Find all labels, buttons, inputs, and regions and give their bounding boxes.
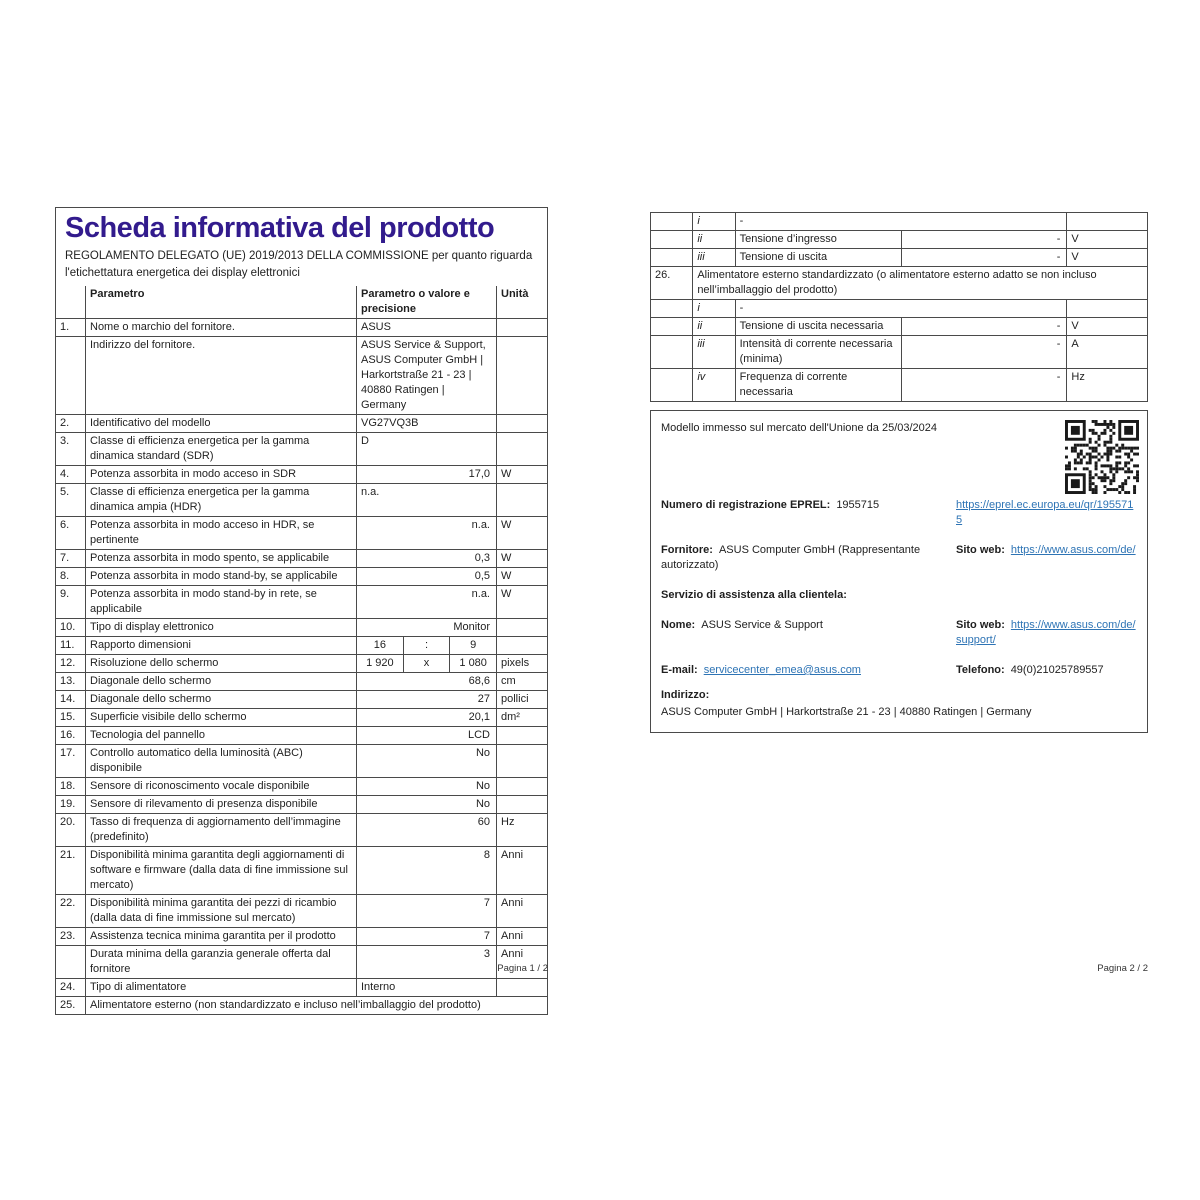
cell-row-number: 17. (56, 745, 86, 778)
cell-row-number: 3. (56, 433, 86, 466)
cell-value: 3 (357, 946, 497, 979)
cell-param: Disponibilità minima garantita dei pezzi di ricambio (dalla data di fine immissione sul mercato) (86, 895, 357, 928)
table-row (56, 814, 547, 847)
table-row (56, 550, 547, 568)
table-row (56, 778, 547, 796)
cell-value: ASUS Service & Support, ASUS Computer GmbH | Harkortstraße 21 - 23 | 40880 Ratingen | Germany (357, 337, 497, 415)
table-row (56, 709, 547, 727)
cell-param: Tecnologia del pannello (86, 727, 357, 745)
table-row (56, 895, 547, 928)
header-num-cell (56, 286, 86, 319)
cell-param: Sensore di riconoscimento vocale disponibile (86, 778, 357, 796)
cell-row-number: 16. (56, 727, 86, 745)
fornitore-row (661, 543, 1137, 573)
cell-unit (497, 727, 548, 745)
table-row (651, 249, 1148, 267)
cell-row-number: 20. (56, 814, 86, 847)
cell-param: Tipo di display elettronico (86, 619, 357, 637)
cell-value: - (901, 249, 1067, 267)
cell-param: - (735, 213, 1067, 231)
cell-param: Nome o marchio del fornitore. (86, 319, 357, 337)
indirizzo-value: ASUS Computer GmbH | Harkortstraße 21 - 23 | 40880 Ratingen | Germany (661, 706, 1032, 718)
nome-left (661, 618, 956, 648)
fornitore-left (661, 543, 956, 573)
cell-unit (497, 415, 548, 433)
cell-sub-number: iv (693, 369, 735, 402)
fornitore-right (956, 543, 1137, 573)
eprel-number: 1955715 (836, 499, 880, 511)
nome-label: Nome: (661, 619, 696, 631)
page1-footer: Pagina 1 / 2 (497, 963, 548, 974)
cell-unit: pixels (497, 655, 548, 673)
cell-param: Durata minima della garanzia generale offerta dal fornitore (86, 946, 357, 979)
cell-row-number: 2. (56, 415, 86, 433)
page1-table-body (56, 319, 547, 1015)
cell-unit (497, 337, 548, 415)
cell-param: Indirizzo del fornitore. (86, 337, 357, 415)
cell-param: Tensione d’ingresso (735, 231, 901, 249)
cell-row-number: 12. (56, 655, 86, 673)
cell-value: 0,3 (357, 550, 497, 568)
cell-value: No (357, 745, 497, 778)
cell-row-number: 7. (56, 550, 86, 568)
cell-param: Frequenza di corrente necessaria (735, 369, 901, 402)
cell-value: D (357, 433, 497, 466)
cell-row-number (56, 337, 86, 415)
cell-value-second: 1 080 (450, 655, 497, 673)
cell-unit (497, 319, 548, 337)
cell-unit: V (1067, 249, 1148, 267)
cell-value: - (901, 318, 1067, 336)
qr-code (1065, 420, 1139, 494)
table-row (56, 655, 547, 673)
cell-param: Potenza assorbita in modo stand-by, se applicabile (86, 568, 357, 586)
cell-unit: Hz (497, 814, 548, 847)
cell-param: Risoluzione dello schermo (86, 655, 357, 673)
cell-param: Diagonale dello schermo (86, 691, 357, 709)
cell-unit: W (497, 517, 548, 550)
cell-row-number: 5. (56, 484, 86, 517)
table-row (651, 336, 1148, 369)
table-row (56, 586, 547, 619)
cell-value-first: 1 920 (357, 655, 404, 673)
page-1 (55, 207, 548, 1015)
table-row (56, 337, 547, 415)
table-row (56, 637, 547, 655)
cell-value: 7 (357, 895, 497, 928)
telefono-value: 49(0)21025789557 (1010, 664, 1104, 676)
fornitore-label: Fornitore: (661, 544, 713, 556)
email-left (661, 663, 956, 678)
cell-row-number: 11. (56, 637, 86, 655)
cell-row-number (651, 369, 693, 402)
cell-param: Rapporto dimensioni (86, 637, 357, 655)
cell-unit: W (497, 568, 548, 586)
cell-value: No (357, 778, 497, 796)
table-row (56, 466, 547, 484)
table-row (56, 568, 547, 586)
cell-param: Intensità di corrente necessaria (minima) (735, 336, 901, 369)
eprel-label: Numero di registrazione EPREL: (661, 499, 831, 511)
cell-unit (497, 796, 548, 814)
cell-value: 20,1 (357, 709, 497, 727)
cell-unit (497, 433, 548, 466)
cell-value-first: 16 (357, 637, 404, 655)
cell-row-number: 25. (56, 997, 86, 1015)
cell-unit: W (497, 586, 548, 619)
eprel-right (956, 498, 1137, 528)
cell-unit (1067, 300, 1148, 318)
page-2 (650, 212, 1148, 733)
table-row (56, 691, 547, 709)
servizio-row (661, 588, 1137, 603)
cell-row-number (651, 231, 693, 249)
cell-unit: W (497, 550, 548, 568)
cell-param: Potenza assorbita in modo spento, se applicabile (86, 550, 357, 568)
cell-value-separator: : (403, 637, 450, 655)
email-label: E-mail: (661, 664, 698, 676)
eprel-link[interactable]: https://eprel.ec.europa.eu/qr/1955715 (956, 499, 1134, 526)
cell-param: Identificativo del modello (86, 415, 357, 433)
table-row (651, 300, 1148, 318)
cell-param: Potenza assorbita in modo acceso in HDR, se pertinente (86, 517, 357, 550)
telefono-right (956, 663, 1137, 678)
cell-param: Tensione di uscita necessaria (735, 318, 901, 336)
cell-value: 8 (357, 847, 497, 895)
cell-row-number (651, 300, 693, 318)
cell-row-number: 6. (56, 517, 86, 550)
cell-row-number: 4. (56, 466, 86, 484)
cell-value: 7 (357, 928, 497, 946)
cell-row-number (651, 249, 693, 267)
cell-value: 60 (357, 814, 497, 847)
cell-row-number: 21. (56, 847, 86, 895)
cell-unit: Anni (497, 895, 548, 928)
cell-value: Monitor (357, 619, 497, 637)
market-date-line: Modello immesso sul mercato dell'Unione da 25/03/2024 (661, 422, 938, 434)
cell-unit (497, 745, 548, 778)
cell-unit (497, 484, 548, 517)
table-header-row (56, 286, 547, 319)
table-row (56, 415, 547, 433)
cell-param: - (735, 300, 1067, 318)
cell-param: Classe di efficienza energetica per la gamma dinamica ampia (HDR) (86, 484, 357, 517)
cell-unit: dm² (497, 709, 548, 727)
cell-value: VG27VQ3B (357, 415, 497, 433)
cell-row-number: 9. (56, 586, 86, 619)
cell-row-number: 23. (56, 928, 86, 946)
cell-unit (497, 637, 548, 655)
cell-sub-number: ii (693, 231, 735, 249)
page2-footer: Pagina 2 / 2 (1097, 963, 1148, 974)
cell-row-number (651, 213, 693, 231)
table-row (56, 727, 547, 745)
cell-row-number: 19. (56, 796, 86, 814)
cell-param: Potenza assorbita in modo acceso in SDR (86, 466, 357, 484)
table-row (651, 231, 1148, 249)
cell-row-number: 14. (56, 691, 86, 709)
cell-sub-number: iii (693, 249, 735, 267)
cell-unit (497, 778, 548, 796)
cell-value: - (901, 369, 1067, 402)
cell-sub-number: i (693, 300, 735, 318)
cell-row-number (651, 336, 693, 369)
cell-unit: A (1067, 336, 1148, 369)
table-row (56, 517, 547, 550)
cell-param: Controllo automatico della luminosità (ABC) disponibile (86, 745, 357, 778)
cell-row-number: 8. (56, 568, 86, 586)
cell-param: Tasso di frequenza di aggiornamento dell’immagine (predefinito) (86, 814, 357, 847)
cell-unit: Anni (497, 928, 548, 946)
support-sito-link[interactable]: https://www.asus.com/de/support/ (956, 619, 1136, 646)
table-row (56, 928, 547, 946)
page-subtitle: REGOLAMENTO DELEGATO (UE) 2019/2013 DELLA COMMISSIONE per quanto riguarda l'etichettatura energetica dei display elettronici (65, 249, 533, 279)
cell-value: - (901, 336, 1067, 369)
table-row (56, 979, 547, 997)
cell-value: Interno (357, 979, 497, 997)
cell-value: 17,0 (357, 466, 497, 484)
page2-table-body (651, 213, 1148, 402)
cell-value: No (357, 796, 497, 814)
eprel-row (661, 498, 1137, 528)
cell-value-separator: x (403, 655, 450, 673)
header-unit-cell: Unità (497, 286, 548, 319)
cell-value: LCD (357, 727, 497, 745)
cell-param: Diagonale dello schermo (86, 673, 357, 691)
cell-row-number: 24. (56, 979, 86, 997)
cell-param: Tipo di alimentatore (86, 979, 357, 997)
servizio-heading: Servizio di assistenza alla clientela: (661, 589, 847, 601)
product-info-table (56, 286, 547, 1014)
cell-param: Superficie visibile dello schermo (86, 709, 357, 727)
cell-unit: pollici (497, 691, 548, 709)
cell-value: n.a. (357, 586, 497, 619)
support-sito-label: Sito web: (956, 619, 1005, 631)
cell-sub-number: iii (693, 336, 735, 369)
cell-unit: V (1067, 231, 1148, 249)
cell-param: Potenza assorbita in modo stand-by in rete, se applicabile (86, 586, 357, 619)
eprel-left (661, 498, 956, 528)
power-supply-table (650, 212, 1148, 402)
cell-value: 27 (357, 691, 497, 709)
page-title: Scheda informativa del prodotto (65, 212, 495, 244)
cell-section-header: Alimentatore esterno standardizzato (o alimentatore esterno adatto se non incluso nell’imballaggio del prodotto) (693, 267, 1148, 300)
eprel-info-box (650, 410, 1148, 733)
cell-unit: Anni (497, 847, 548, 895)
cell-unit (497, 979, 548, 997)
cell-unit: V (1067, 318, 1148, 336)
sito-web-label: Sito web: (956, 544, 1005, 556)
indirizzo-row (661, 688, 1137, 703)
cell-unit: W (497, 466, 548, 484)
telefono-label: Telefono: (956, 664, 1005, 676)
cell-unit: Hz (1067, 369, 1148, 402)
header-param-cell: Parametro (86, 286, 357, 319)
table-row (651, 213, 1148, 231)
cell-param: Assistenza tecnica minima garantita per il prodotto (86, 928, 357, 946)
cell-row-number: 22. (56, 895, 86, 928)
table-row (651, 369, 1148, 402)
cell-sub-number: ii (693, 318, 735, 336)
cell-row-number (651, 318, 693, 336)
sito-web-link[interactable]: https://www.asus.com/de/ (1010, 544, 1136, 556)
table-row (651, 267, 1148, 300)
cell-value: n.a. (357, 484, 497, 517)
table-row (56, 745, 547, 778)
cell-row-number: 18. (56, 778, 86, 796)
table-row (56, 997, 547, 1015)
table-row (651, 318, 1148, 336)
cell-value: - (901, 231, 1067, 249)
cell-value: 0,5 (357, 568, 497, 586)
cell-param: Disponibilità minima garantita degli aggiornamenti di software e firmware (dalla data di fine immissione sul mercato) (86, 847, 357, 895)
cell-sub-number: i (693, 213, 735, 231)
indirizzo-label: Indirizzo: (661, 689, 710, 701)
cell-row-number: 10. (56, 619, 86, 637)
table-row (56, 796, 547, 814)
cell-param: Tensione di uscita (735, 249, 901, 267)
cell-row-number: 15. (56, 709, 86, 727)
table-row (56, 619, 547, 637)
cell-unit: Anni (497, 946, 548, 979)
cell-unit (497, 619, 548, 637)
cell-unit (1067, 213, 1148, 231)
email-row (661, 663, 1137, 678)
cell-value-second: 9 (450, 637, 497, 655)
nome-right (956, 618, 1137, 648)
table-row (56, 319, 547, 337)
fornitore-value: ASUS Computer GmbH (Rappresentante autorizzato) (661, 544, 921, 571)
header-value-cell: Parametro o valore e precisione (357, 286, 497, 319)
cell-row-number: 13. (56, 673, 86, 691)
table-row (56, 433, 547, 466)
cell-param-span: Alimentatore esterno (non standardizzato e incluso nell’imballaggio del prodotto) (86, 997, 548, 1015)
nome-row (661, 618, 1137, 648)
cell-row-number: 26. (651, 267, 693, 300)
cell-row-number: 1. (56, 319, 86, 337)
cell-unit: cm (497, 673, 548, 691)
email-link[interactable]: servicecenter_emea@asus.com (703, 664, 861, 676)
table-row (56, 847, 547, 895)
nome-value: ASUS Service & Support (701, 619, 823, 631)
table-row (56, 484, 547, 517)
table-row (56, 673, 547, 691)
cell-param: Sensore di rilevamento di presenza disponibile (86, 796, 357, 814)
cell-value: ASUS (357, 319, 497, 337)
cell-value: n.a. (357, 517, 497, 550)
cell-param: Classe di efficienza energetica per la gamma dinamica standard (SDR) (86, 433, 357, 466)
cell-value: 68,6 (357, 673, 497, 691)
